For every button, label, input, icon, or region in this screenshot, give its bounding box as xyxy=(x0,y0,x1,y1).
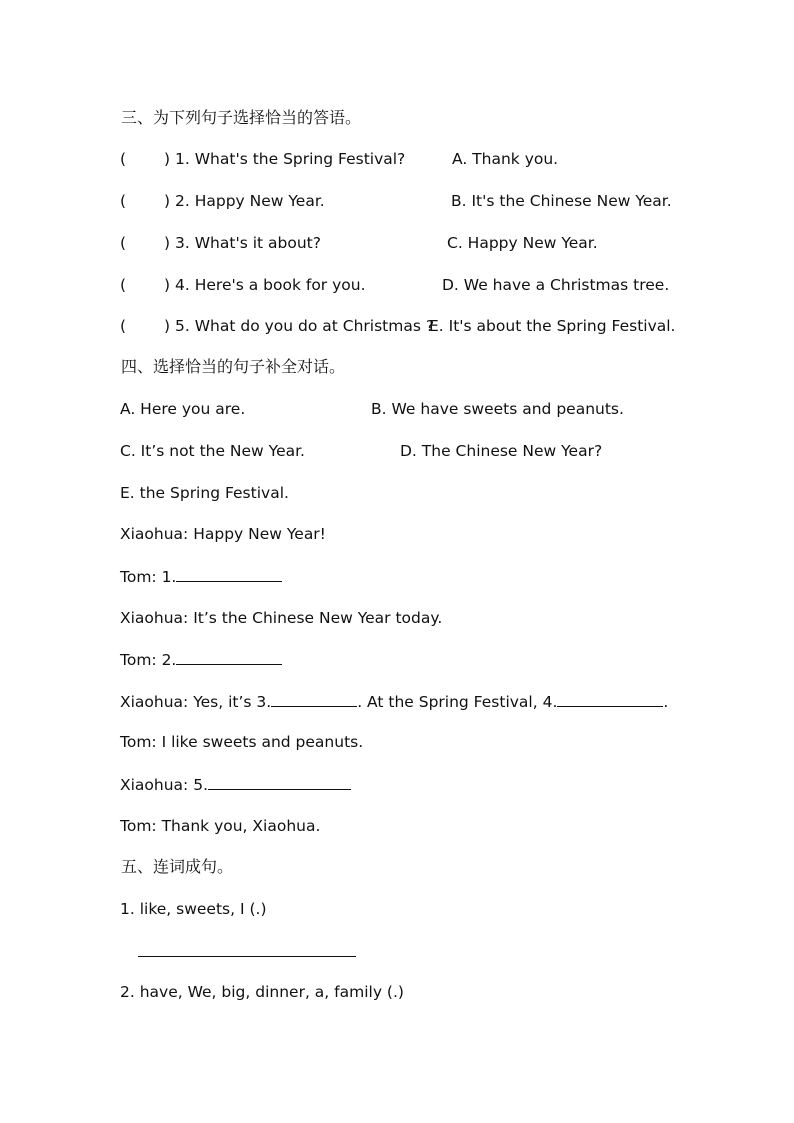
answer-blank-3[interactable]: ( xyxy=(120,234,127,252)
matching-row-1: ( ) 1. What's the Spring Festival? A. Thank you. xyxy=(120,150,559,168)
matching-row-3: ( ) 3. What's it about? C. Happy New Year. xyxy=(120,234,598,252)
answer-blank-2[interactable]: ( xyxy=(120,192,127,210)
options-row-1 xyxy=(120,399,624,419)
dialogue-line-6: Tom: I like sweets and peanuts. xyxy=(120,733,364,751)
dialogue-line-8: Tom: Thank you, Xiaohua. xyxy=(120,817,321,835)
dialogue-line-7: Xiaohua: 5. xyxy=(120,774,351,795)
section3-heading: 三、为下列句子选择恰当的答语。 xyxy=(121,108,362,127)
matching-row-4: ( ) 4. Here's a book for you. D. We have a Christmas tree. xyxy=(120,276,670,294)
question-text: 2. Happy New Year. xyxy=(175,192,325,210)
answer-blank-1[interactable]: ( xyxy=(120,150,127,168)
sentence-question-2: 2. have, We, big, dinner, a, family (.) xyxy=(120,983,404,1001)
option-e: E. the Spring Festival. xyxy=(120,484,289,502)
question-text: 4. Here's a book for you. xyxy=(175,276,366,294)
fill-blank-1[interactable] xyxy=(176,566,282,582)
option-d: D. The Chinese New Year? xyxy=(400,442,603,460)
matching-row-2: ( ) 2. Happy New Year. B. It's the Chinese New Year. xyxy=(120,192,672,210)
question-text: 3. What's it about? xyxy=(175,234,321,252)
fill-blank-3[interactable] xyxy=(271,691,357,707)
answer-option: B. It's the Chinese New Year. xyxy=(451,192,672,210)
answer-blank-5[interactable]: ( xyxy=(120,317,127,335)
matching-row-5: ( ) 5. What do you do at Christmas ? E. It's about the Spring Festival. xyxy=(120,317,676,335)
answer-line-1[interactable] xyxy=(138,956,356,957)
answer-option: D. We have a Christmas tree. xyxy=(442,276,670,294)
sentence-question-1: 1. like, sweets, I (.) xyxy=(120,900,267,918)
section5-heading: 五、连词成句。 xyxy=(121,857,234,876)
dialogue-line-5: Xiaohua: Yes, it’s 3. . At the Spring Festival, 4. . xyxy=(120,693,669,711)
question-text: 5. What do you do at Christmas ? xyxy=(175,317,435,335)
option-c: C. It’s not the New Year. xyxy=(120,442,305,460)
dialogue-line-2: Tom: 1. xyxy=(120,566,282,587)
fill-blank-2[interactable] xyxy=(176,649,282,665)
fill-blank-4[interactable] xyxy=(557,691,663,707)
answer-option: C. Happy New Year. xyxy=(447,234,598,252)
answer-option: A. Thank you. xyxy=(452,150,559,168)
dialogue-line-3: Xiaohua: It’s the Chinese New Year today. xyxy=(120,609,443,627)
question-text: 1. What's the Spring Festival? xyxy=(175,150,406,168)
dialogue-line-4: Tom: 2. xyxy=(120,649,282,670)
option-a: A. Here you are. xyxy=(120,400,246,418)
options-row-2 xyxy=(120,441,603,461)
answer-option: E. It's about the Spring Festival. xyxy=(429,317,676,335)
option-b: B. We have sweets and peanuts. xyxy=(371,400,624,418)
answer-blank-4[interactable]: ( xyxy=(120,276,127,294)
dialogue-line-1: Xiaohua: Happy New Year! xyxy=(120,525,326,543)
fill-blank-5[interactable] xyxy=(208,774,351,790)
section4-heading: 四、选择恰当的句子补全对话。 xyxy=(121,357,346,376)
